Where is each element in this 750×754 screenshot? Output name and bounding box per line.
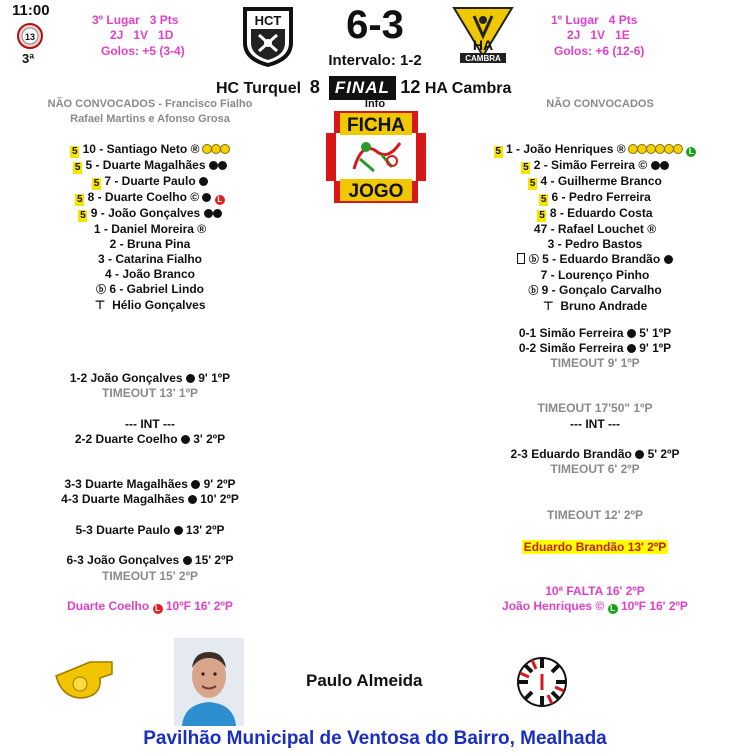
home-team-goals: 8: [309, 77, 320, 97]
list-item[interactable]: 5 8 - Eduardo Costa: [539, 206, 653, 221]
coach-icon: ⊤: [94, 298, 106, 312]
final-score: 6-3: [346, 3, 404, 47]
away-goals-summary: Golos: +6 (12-6): [554, 44, 645, 58]
home-timeout-1: TIMEOUT 13' 1ºP: [102, 386, 198, 400]
svg-text:HA: HA: [472, 37, 494, 53]
list-item[interactable]: 5 4 - Guilherme Branco: [529, 174, 662, 189]
green-card-icon: L: [686, 147, 696, 157]
home-points: 3 Pts: [149, 13, 179, 27]
referee-name: Paulo Almeida: [306, 671, 423, 690]
list-item[interactable]: ⓑ 6 - Gabriel Lindo: [95, 282, 205, 296]
match-time: 11:00: [12, 2, 50, 19]
away-timeout-3: TIMEOUT 6' 2ºP: [550, 462, 640, 476]
teams-row: [216, 76, 511, 100]
federation-logo[interactable]: [516, 651, 568, 713]
list-item[interactable]: ⓑ 5 - Eduardo Brandão: [445, 252, 745, 268]
home-team-name[interactable]: HC Turquel: [216, 80, 302, 97]
referee-photo: [174, 638, 244, 726]
away-standing: [551, 13, 671, 27]
away-points: 4 Pts: [608, 13, 638, 27]
away-not-called: NÃO CONVOCADOS: [546, 98, 654, 110]
away-record: 2J 1V 1E: [567, 28, 630, 42]
round-badge-icon: [16, 22, 44, 50]
list-item[interactable]: ⊤ Hélio Gonçalves: [94, 298, 206, 312]
away-event-goal-3: 2-3 Eduardo Brandão 5' 2ºP: [510, 447, 680, 461]
interval-score: Intervalo: 1-2: [328, 52, 422, 69]
list-item[interactable]: ⊤ Bruno Andrade: [542, 299, 648, 313]
list-item[interactable]: 5 2 - Simão Ferreira ©: [445, 158, 745, 174]
away-foul-event: João Henriques © L 10ºF 16' 2ºP: [502, 599, 688, 613]
home-goals-summary: Golos: +5 (3-4): [101, 44, 185, 58]
svg-text:JOGO: JOGO: [348, 181, 404, 202]
home-not-called: NÃO CONVOCADOS - Francisco Fialho: [47, 98, 253, 110]
svg-text:13: 13: [24, 32, 36, 42]
away-card-event: Eduardo Brandão 13' 2ºP: [523, 540, 667, 554]
list-item[interactable]: 5 7 - Duarte Paulo: [0, 174, 300, 190]
home-event-goal-3: 3-3 Duarte Magalhães 9' 2ºP 4-3 Duarte Magalhães 10' 2ºP: [61, 477, 239, 506]
red-card-icon: L: [215, 195, 225, 205]
list-item[interactable]: 5 5 - Duarte Magalhães: [0, 158, 300, 174]
away-timeout-4: TIMEOUT 12' 2ºP: [547, 508, 643, 522]
list-item[interactable]: 5 8 - Duarte Coelho © L: [0, 190, 300, 206]
list-item[interactable]: 1 - Daniel Moreira ®: [93, 222, 207, 236]
svg-text:HCT: HCT: [254, 13, 282, 28]
ficha-jogo-logo[interactable]: [326, 111, 426, 203]
list-item[interactable]: 7 - Lourenço Pinho: [540, 268, 650, 282]
home-position: 3º Lugar: [92, 13, 140, 27]
list-item[interactable]: 2 - Bruna Pina: [109, 237, 191, 251]
list-item[interactable]: 3 - Pedro Bastos: [547, 237, 643, 251]
away-team-logo[interactable]: [452, 6, 514, 64]
home-standing: [92, 13, 202, 27]
list-item[interactable]: 47 - Rafael Louchet ®: [533, 222, 657, 236]
home-team-logo[interactable]: [239, 5, 297, 67]
round-label: 3ª: [22, 51, 35, 66]
svg-text:CAMBRA: CAMBRA: [465, 54, 501, 63]
home-timeout-2: TIMEOUT 15' 2ºP: [102, 569, 198, 583]
whistle-icon: [50, 652, 120, 702]
home-roster: [0, 142, 300, 313]
away-roster: [445, 142, 745, 314]
away-team-name[interactable]: HA Cambra: [424, 80, 512, 97]
list-item[interactable]: 5 1 - João Henriques ® L: [445, 142, 745, 158]
away-event-goals: 0-1 Simão Ferreira 5' 1ºP 0-2 Simão Ferreira 9' 1ºP: [518, 326, 672, 355]
away-timeout-2: TIMEOUT 17'50" 1ºP: [537, 401, 653, 415]
away-timeout-1: TIMEOUT 9' 1ºP: [550, 356, 640, 370]
list-item[interactable]: 3 - Catarina Fialho: [97, 252, 203, 266]
home-event-goal-1: 1-2 João Gonçalves 9' 1ºP: [69, 371, 231, 385]
home-event-goal-5: 5-3 Duarte Paulo 13' 2ºP: [75, 523, 225, 537]
list-item[interactable]: 5 6 - Pedro Ferreira: [540, 190, 651, 205]
final-status-badge: FINAL: [329, 76, 396, 100]
home-foul-event: Duarte Coelho L 10ºF 16' 2ºP: [67, 599, 233, 613]
venue: Pavilhão Municipal de Ventosa do Bairro, Mealhada: [143, 728, 607, 749]
home-event-goal-2: 2-2 Duarte Coelho 3' 2ºP: [74, 432, 226, 446]
list-item[interactable]: 4 - João Branco: [104, 267, 196, 281]
info-link[interactable]: Info: [364, 98, 386, 110]
away-interval-marker: --- INT ---: [570, 417, 620, 431]
home-not-called-more: Rafael Martins e Afonso Grosa: [70, 113, 230, 125]
list-item[interactable]: ⓑ 9 - Gonçalo Carvalho: [528, 283, 662, 297]
list-item[interactable]: 5 10 - Santiago Neto ®: [0, 142, 300, 158]
coach-icon: ⊤: [542, 299, 554, 313]
away-position: 1º Lugar: [551, 13, 599, 27]
home-record: 2J 1V 1D: [110, 28, 174, 42]
svg-text:FICHA: FICHA: [346, 115, 406, 136]
list-item[interactable]: 5 9 - João Gonçalves: [0, 206, 300, 222]
home-interval-marker: --- INT ---: [125, 417, 175, 431]
away-team-goals: 12: [400, 77, 421, 97]
home-event-goal-6: 6-3 João Gonçalves 15' 2ºP: [66, 553, 234, 567]
away-foul-count: 10ª FALTA 16' 2ºP: [545, 584, 645, 598]
